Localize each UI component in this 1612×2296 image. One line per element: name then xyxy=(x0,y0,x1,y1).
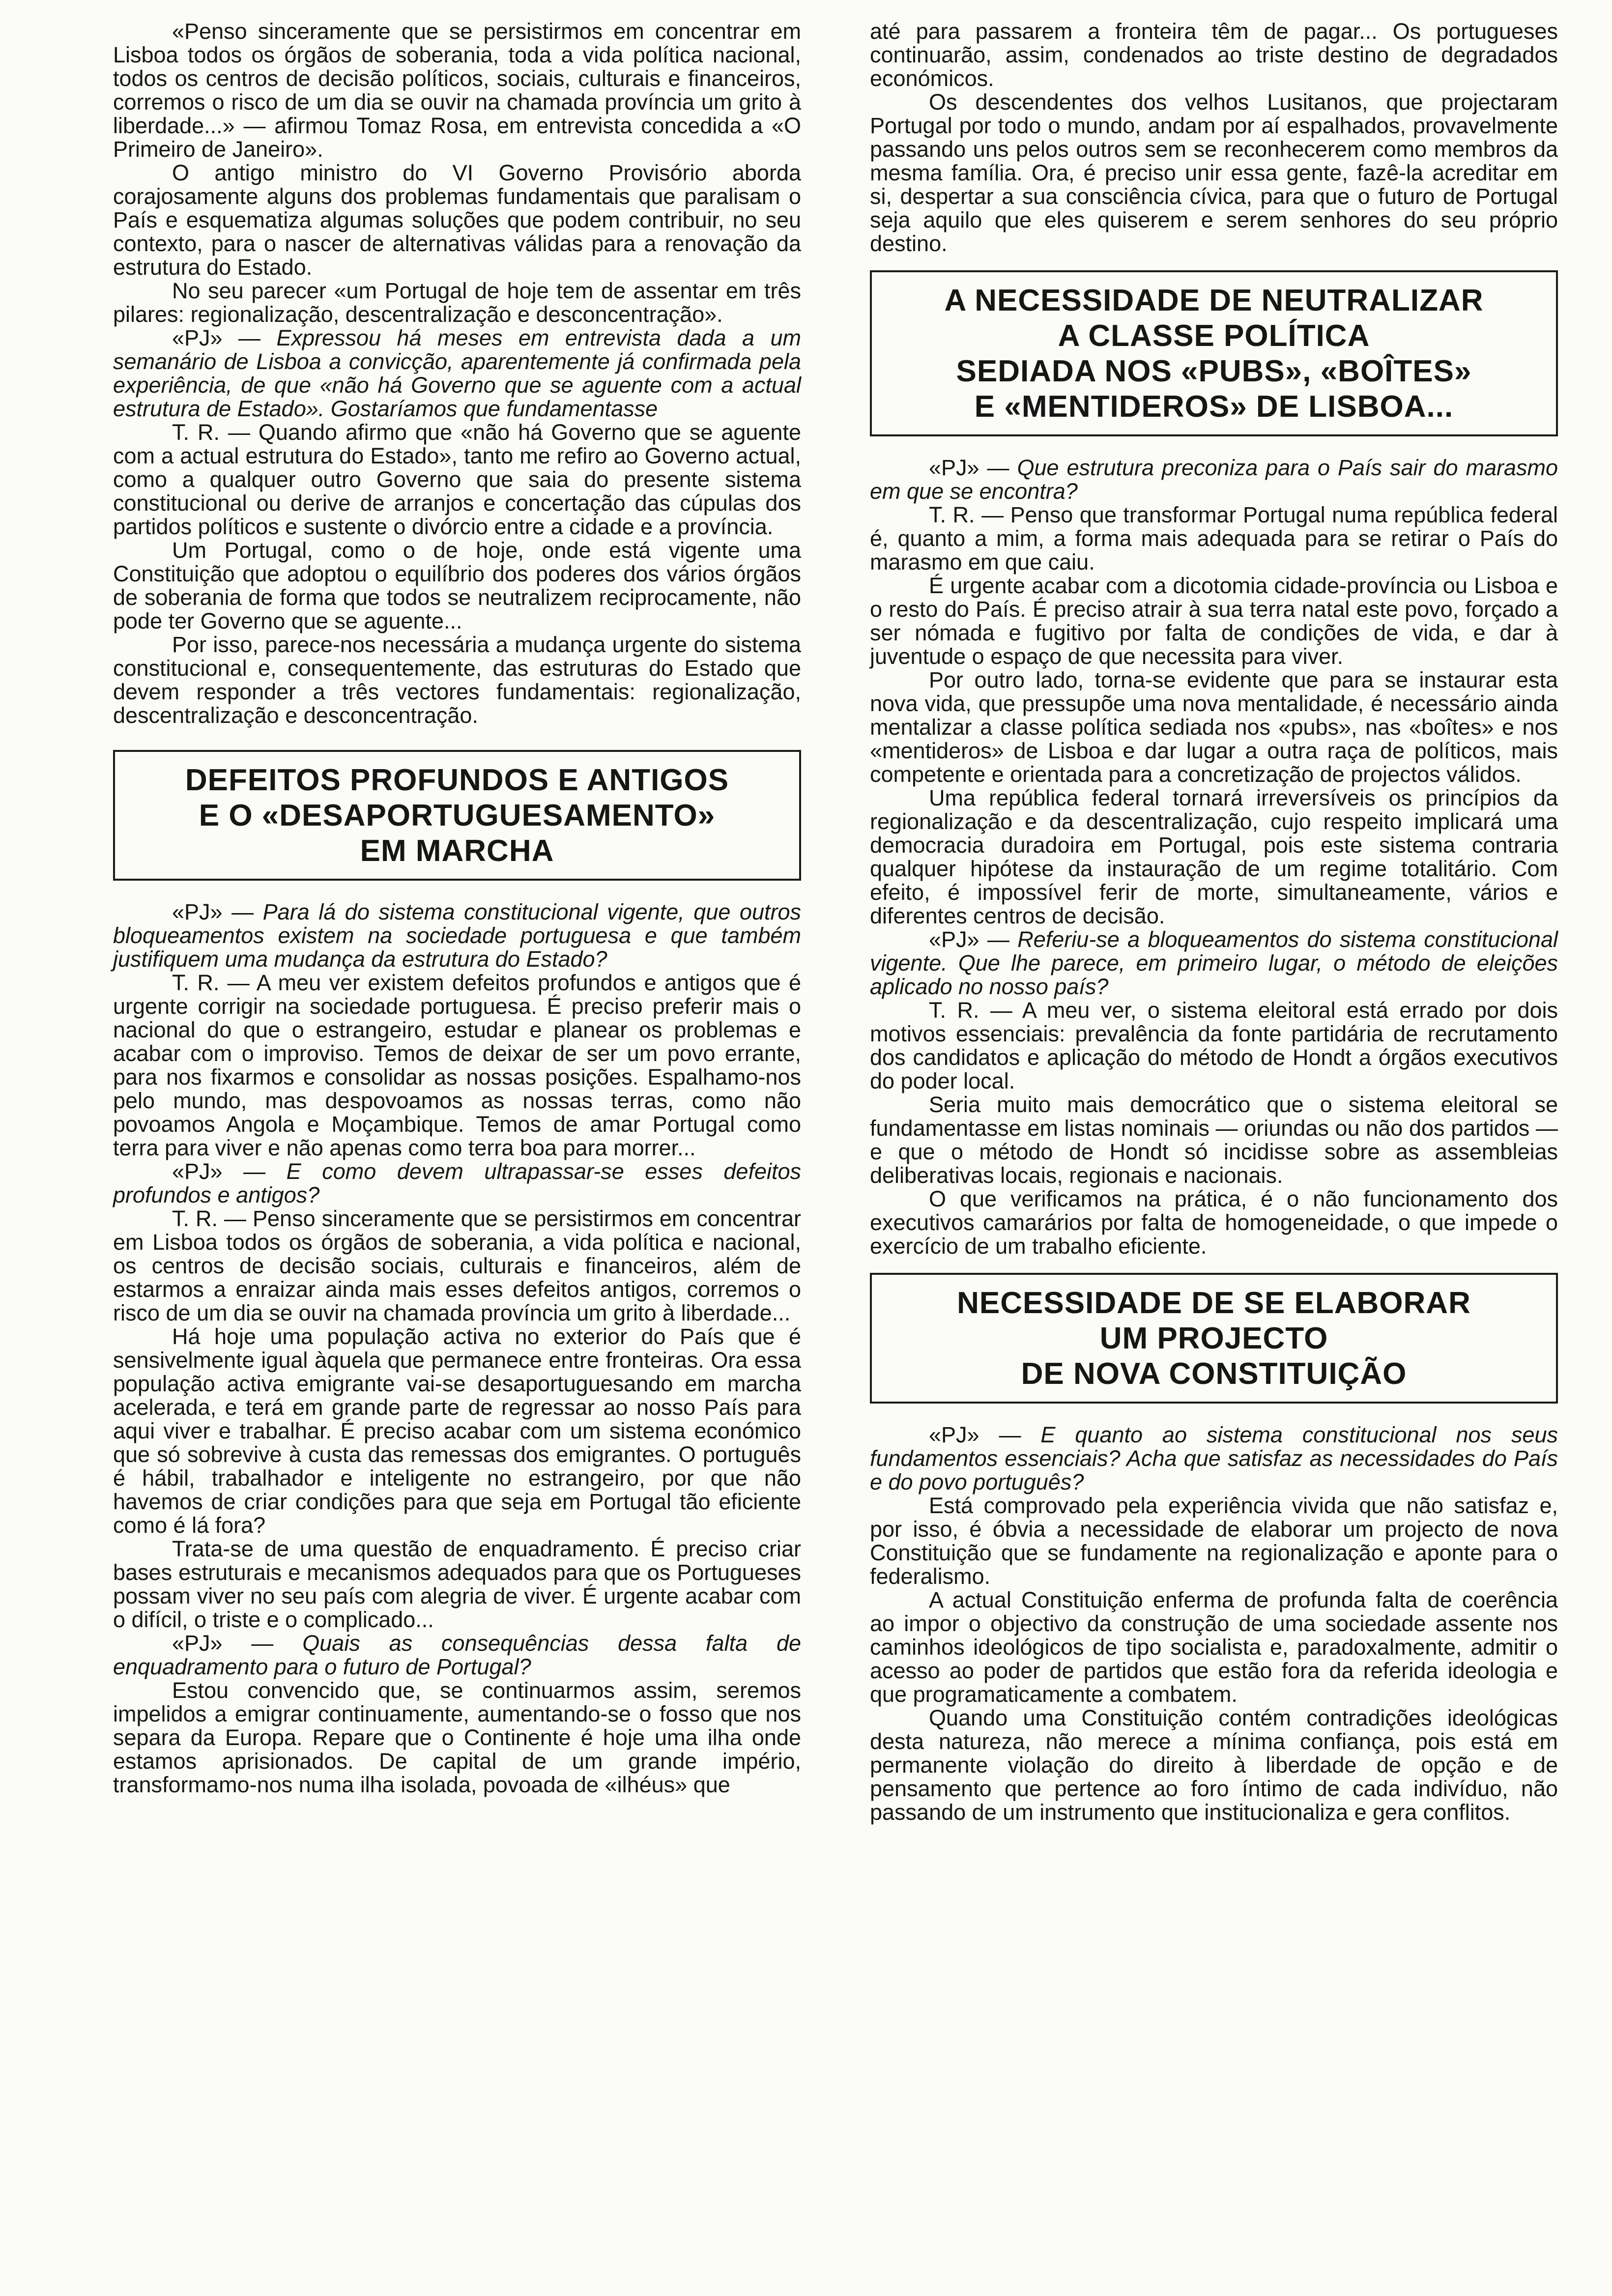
section-heading-line: A NECESSIDADE DE NEUTRALIZAR xyxy=(944,284,1484,317)
question-text: E quanto ao sistema constitucional nos seus fundamentos essenciais? Acha que satisfaz as necessidades do País e do povo português? xyxy=(870,1422,1558,1494)
article-paragraph: T. R. — A meu ver existem defeitos profundos e antigos que é urgente corrigir na sociedade portuguesa. É preciso preferir mais o nacional do que o estrangeiro, estudar e planear os problemas e acabar com o improviso. Temos de deixar de ser um povo errante, para nos fixarmos e consolidar as nossas posições. Espalhamo-nos pelo mundo, mas despovoamos as nossas terras, como não povoamos Angola e Moçambique. Temos de amar Portugal como terra para viver e não apenas como terra boa para morrer... xyxy=(113,970,801,1160)
article-paragraph: Estou convencido que, se continuarmos assim, seremos impelidos a emigrar continuamente, aumentando-se o fosso que nos separa da Europa. Repare que o Continente é hoje uma ilha onde estamos aprisionados. De capital de um grande império, transformamo-nos numa ilha isolada, povoada de «ilhéus» que xyxy=(113,1678,801,1797)
question-speaker: «PJ» — xyxy=(172,899,254,924)
article-paragraph: No seu parecer «um Portugal de hoje tem de assentar em três pilares: regionalização, descentralização e desconcentração». xyxy=(113,278,801,327)
article-paragraph: A actual Constituição enferma de profunda falta de coerência ao impor o objectivo da construção de uma sociedade assente nos caminhos ideológicos de tipo socialista e, paradoxalmente, admitir o acesso ao poder de partidos que estão fora da referida ideologia e que programaticamente a combatem. xyxy=(870,1587,1558,1707)
section-heading-line: A CLASSE POLÍTICA xyxy=(1058,319,1370,353)
section-heading-line: NECESSIDADE DE SE ELABORAR xyxy=(957,1286,1471,1320)
question-speaker: «PJ» — xyxy=(929,1422,1021,1447)
section-heading-line: SEDIADA NOS «PUBS», «BOÎTES» xyxy=(956,354,1472,388)
section-heading-box xyxy=(113,750,801,881)
article-paragraph: O que verificamos na prática, é o não funcionamento dos executivos camarários por falta de homogeneidade, o que impede o exercício de um trabalho eficiente. xyxy=(870,1186,1558,1259)
question-text: Expressou há meses em entrevista dada a um semanário de Lisboa a convicção, aparentemente já confirmada pela experiência, de que «não há Governo que se aguente com a actual estrutura de Estado». Gostaríamos que fundamentasse xyxy=(113,325,801,421)
section-heading-line: E «MENTIDEROS» DE LISBOA... xyxy=(974,390,1454,424)
article-paragraph: T. R. — A meu ver, o sistema eleitoral está errado por dois motivos essenciais: prevalência da fonte partidária de recrutamento dos candidatos e aplicação do método de Hondt a órgãos executivos do poder local. xyxy=(870,998,1558,1093)
right-column xyxy=(870,20,1558,1824)
question-speaker: «PJ» — xyxy=(172,1631,274,1656)
interview-question xyxy=(113,900,801,971)
article-paragraph: Trata-se de uma questão de enquadramento. É preciso criar bases estruturais e mecanismos adequados para que os Portugueses possam viver no seu país com alegria de viver. É urgente acabar com o difícil, o triste e o complicado... xyxy=(113,1536,801,1632)
question-text: E como devem ultrapassar-se esses defeitos profundos e antigos? xyxy=(113,1159,801,1207)
article-paragraph: Está comprovado pela experiência vivida que não satisfaz e, por isso, é óbvia a necessidade de elaborar um projecto de nova Constituição que se fundamente na regionalização e aponte para o federalismo. xyxy=(870,1493,1558,1589)
question-text: Que estrutura preconiza para o País sair do marasmo em que se encontra? xyxy=(870,455,1558,504)
question-speaker: «PJ» — xyxy=(929,927,1009,952)
article-paragraph: T. R. — Penso sinceramente que se persistirmos em concentrar em Lisboa todos os órgãos de soberania, a vida política e nacional, os centros de decisão sociais, culturais e financeiros, além de estarmos a enraizar ainda mais esses defeitos antigos, corremos o risco de um dia se ouvir na chamada província um grito à liberdade... xyxy=(113,1206,801,1325)
section-heading-box xyxy=(870,1273,1558,1404)
section-heading-box xyxy=(870,270,1558,436)
article-paragraph: T. R. — Penso que transformar Portugal numa república federal é, quanto a mim, a forma mais adequada para se retirar o País do marasmo em que caiu. xyxy=(870,502,1558,574)
article-paragraph: até para passarem a fronteira têm de pagar... Os portugueses continuarão, assim, condenados ao triste destino de degradados económicos. xyxy=(870,19,1558,91)
article-paragraph: Os descendentes dos velhos Lusitanos, que projectaram Portugal por todo o mundo, andam por aí espalhados, provavelmente passando uns pelos outros sem se reconhecerem como membros da mesma família. Ora, é preciso unir essa gente, fazê-la acreditar em si, despertar a sua consciência cívica, para que o futuro de Portugal seja aquilo que eles quiserem e serem senhores do seu próprio destino. xyxy=(870,89,1558,256)
article-paragraph: Há hoje uma população activa no exterior do País que é sensivelmente igual àquela que permanece entre fronteiras. Ora essa população activa emigrante vai-se desaportuguesando em marcha acelerada, e terá em grande parte de regressar ao nosso País para aqui viver e trabalhar. É preciso acabar com um sistema económico que só sobrevive à custa das remessas dos emigrantes. O português é hábil, trabalhador e inteligente no estrangeiro, por que não havemos de criar condições para que seja em Portugal tão eficiente como é lá fora? xyxy=(113,1324,801,1538)
interview-question xyxy=(870,928,1558,999)
article-paragraph: Por outro lado, torna-se evidente que para se instaurar esta nova vida, que pressupõe uma nova mentalidade, é necessário ainda mentalizar a classe política sediada nos «pubs», nas «boîtes» e nos «mentideros» de Lisboa e dar lugar a outra raça de políticos, mais competente e orientada para a concretização de projectos válidos. xyxy=(870,667,1558,787)
question-speaker: «PJ» — xyxy=(172,325,261,350)
article-paragraph: T. R. — Quando afirmo que «não há Governo que se aguente com a actual estrutura do Estado», tanto me refiro ao Governo actual, como a qualquer outro Governo que saia do presente sistema constitucional ou derive de arranjos e concertação das cúpulas dos partidos políticos e sustente o divórcio entre a cidade e a província. xyxy=(113,420,801,539)
article-paragraph: Uma república federal tornará irreversíveis os princípios da regionalização e da descentralização, cujo respeito implicará uma democracia duradoira em Portugal, pois este sistema contraria qualquer hipótese da instauração de um regime totalitário. Com efeito, é impossível ferir de morte, simultaneamente, vários e diferentes centros de decisão. xyxy=(870,785,1558,928)
article-paragraph: Um Portugal, como o de hoje, onde está vigente uma Constituição que adoptou o equilíbrio dos poderes dos vários órgãos de soberania de forma que todos se neutralizem reciprocamente, não pode ter Governo que se aguente... xyxy=(113,538,801,633)
section-heading-line: DE NOVA CONSTITUIÇÃO xyxy=(1021,1357,1407,1391)
section-heading-line: DEFEITOS PROFUNDOS E ANTIGOS xyxy=(185,763,729,797)
question-speaker: «PJ» — xyxy=(172,1159,266,1184)
article-paragraph: O antigo ministro do VI Governo Provisório aborda corajosamente alguns dos problemas fundamentais que paralisam o País e esquematiza algumas soluções que podem contribuir, no seu contexto, para o nascer de alternativas válidas para a renovação da estrutura do Estado. xyxy=(113,160,801,280)
interview-question xyxy=(113,326,801,421)
article-paragraph: Por isso, parece-nos necessária a mudança urgente do sistema constitucional e, consequentemente, das estruturas do Estado que devem responder a três vectores fundamentais: regionalização, descentralização e desconcentração. xyxy=(113,632,801,728)
interview-question xyxy=(113,1160,801,1207)
section-heading-line: EM MARCHA xyxy=(360,834,554,868)
interview-question xyxy=(870,1423,1558,1494)
article-paragraph: Quando uma Constituição contém contradições ideológicas desta natureza, não merece a mínima confiança, pois está em permanente violação do direito à liberdade de opção e de pensamento que pertence ao foro íntimo de cada indivíduo, não passando de um instrumento que institucionaliza e gera conflitos. xyxy=(870,1705,1558,1825)
article-paragraph: É urgente acabar com a dicotomia cidade-província ou Lisboa e o resto do País. É preciso atrair à sua terra natal este povo, forçado a ser nómada e fugitivo por falta de condições de vida, e dar à juventude o espaço de que necessita para viver. xyxy=(870,573,1558,669)
section-heading-line: UM PROJECTO xyxy=(1099,1321,1328,1355)
question-text: Referiu-se a bloqueamentos do sistema constitucional vigente. Que lhe parece, em primeiro lugar, o método de eleições aplicado no nosso país? xyxy=(870,927,1558,999)
question-speaker: «PJ» — xyxy=(929,455,1009,480)
section-heading-line: E O «DESAPORTUGUESAMENTO» xyxy=(199,799,716,832)
question-text: Para lá do sistema constitucional vigente, que outros bloqueamentos existem na sociedade portuguesa e que também justifiquem uma mudança da estrutura do Estado? xyxy=(113,899,801,972)
left-column xyxy=(113,20,801,1797)
interview-question xyxy=(113,1632,801,1679)
interview-question xyxy=(870,456,1558,503)
article-paragraph: Seria muito mais democrático que o sistema eleitoral se fundamentasse em listas nominais — oriundas ou não dos partidos — e que o método de Hondt só incidisse sobre as assembleias deliberativas locais, regionais e nacionais. xyxy=(870,1092,1558,1188)
question-text: Quais as consequências dessa falta de enquadramento para o futuro de Portugal? xyxy=(113,1631,801,1679)
article-paragraph: «Penso sinceramente que se persistirmos em concentrar em Lisboa todos os órgãos de soberania, toda a vida política nacional, todos os centros de decisão políticos, sociais, culturais e financeiros, corremos o risco de um dia se ouvir na chamada província um grito à liberdade...» — afirmou Tomaz Rosa, em entrevista concedida a «O Primeiro de Janeiro». xyxy=(113,19,801,162)
